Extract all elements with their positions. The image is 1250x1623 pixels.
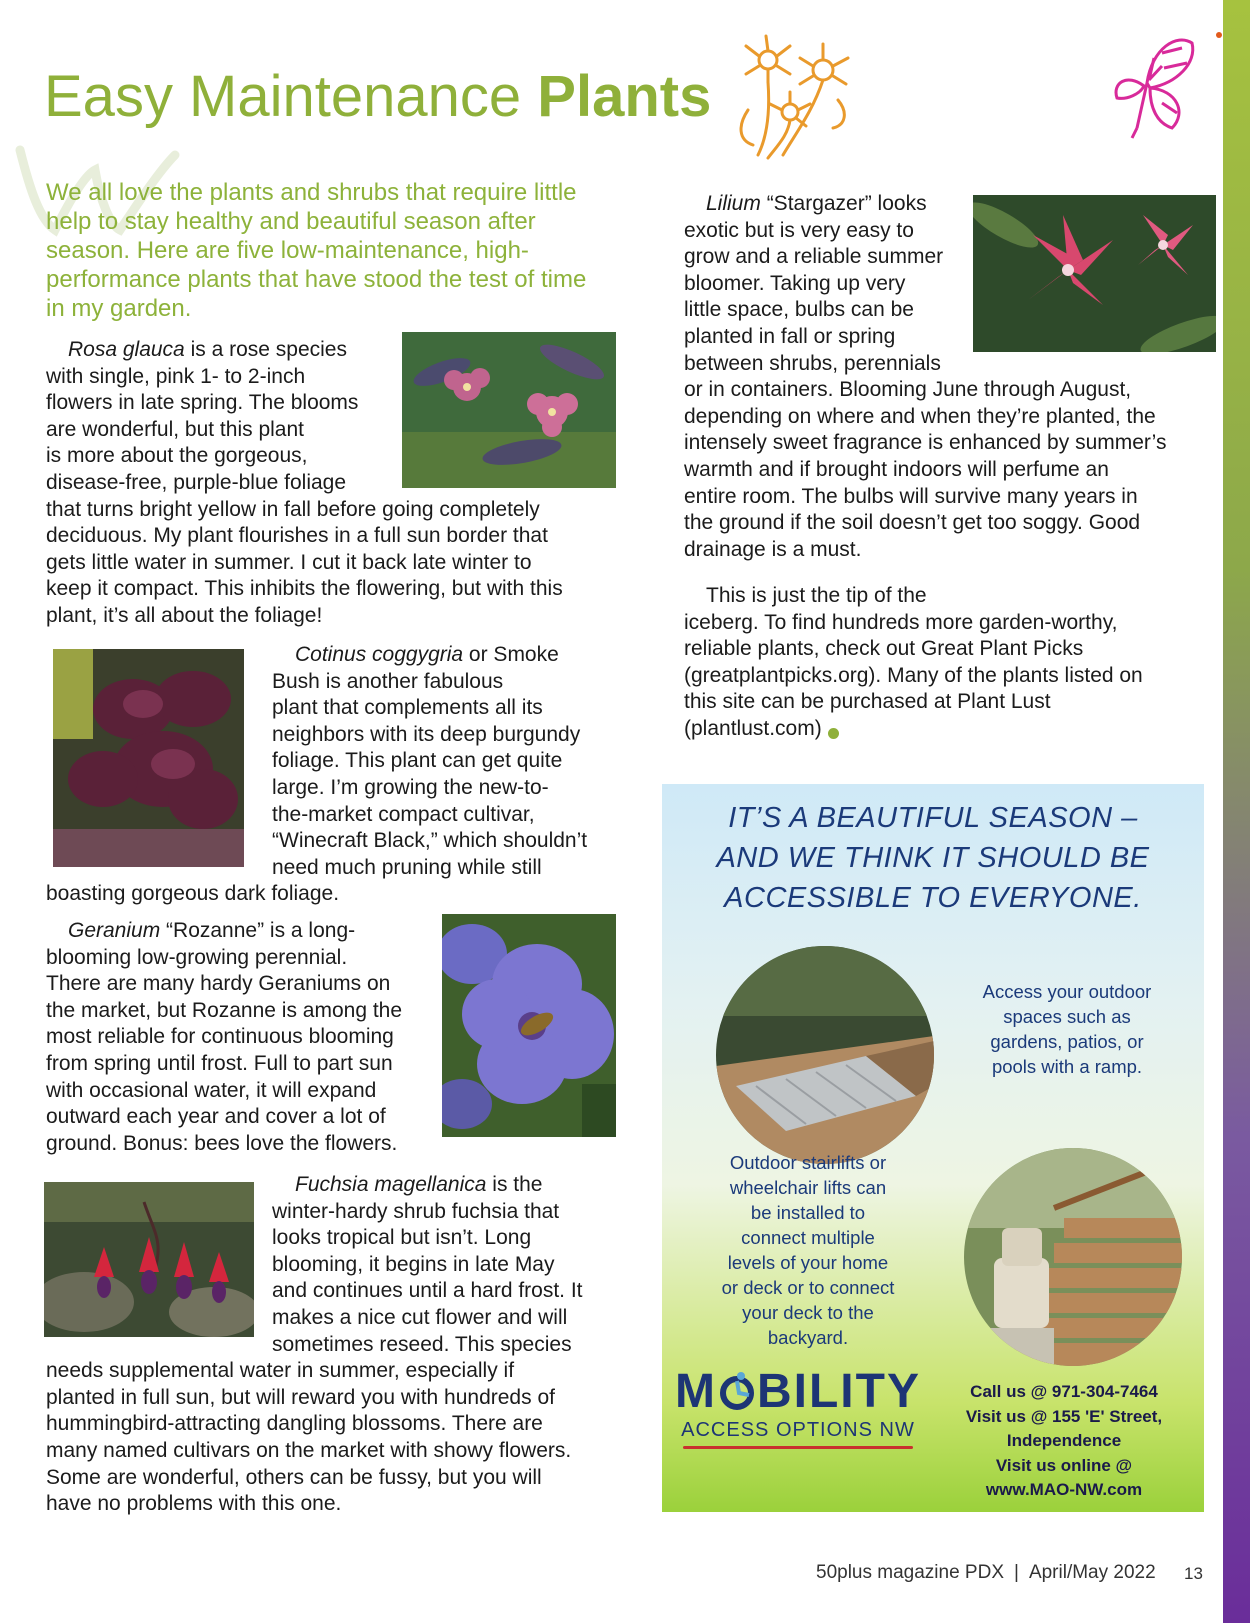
plant-name: Fuchsia magellanica: [295, 1173, 487, 1196]
side-color-bar: [1223, 0, 1250, 1623]
page-footer: 50plus magazine PDX | April/May 2022: [816, 1562, 1156, 1583]
issue-date: April/May 2022: [1028, 1562, 1156, 1583]
mobility-advertisement: [662, 784, 1204, 1512]
ramp-text: Access your outdoor spaces such as gardens, patios, or pools with a ramp.: [982, 981, 1152, 1077]
ad-headline: IT’S A BEAUTIFUL SEASON – AND WE THINK IT SHOULD BE ACCESSIBLE TO EVERYONE.: [716, 802, 1150, 914]
page-title: Easy Maintenance Plants: [44, 64, 712, 129]
plant-name: Rosa glauca: [68, 338, 185, 361]
closing-paragraph: This is just the tip of the iceberg. To find hundreds more garden-worthy, reliable plants, check out Great Plant Picks (greatplantpicks.org). Many of the plants listed on this site can be purchased at Plant Lust (plantlust.com): [684, 584, 1143, 740]
geranium-paragraph: Geranium “Rozanne” is a long- blooming low-growing perennial. There are many hardy Geraniums on the market, but Rozanne is among the most reliable for continuous blooming from spring until frost. Full to part sun with occasional water, it will expand outward each year and cover a lot of ground. Bonus: bees love the flowers.: [46, 919, 403, 1155]
magazine-name: 50plus magazine PDX: [816, 1562, 1004, 1583]
geranium-photo: [442, 914, 616, 1137]
wheelchair-icon: [717, 1368, 757, 1408]
fuchsia-paragraph: Fuchsia magellanica is the winter-hardy shrub fuchsia that looks tropical but isn’t. Long blooming, it begins in late May and continues until a hard frost. It makes a nice cut flower and will sometimes reseed. This species needs supplemental water in summer, especially if planted in full sun, but will reward you with hundreds of hummingbird-attracting dangling blossoms. There are many named cultivars on the market with showy flowers. Some are wonderful, others can be fussy, but you will have no problems with this one.: [46, 1173, 583, 1516]
plant-name: Lilium: [706, 192, 761, 215]
plant-name: Geranium: [68, 919, 161, 942]
butterfly-icon: [1092, 28, 1202, 148]
side-mark: [1216, 32, 1222, 38]
page-number: 13: [1184, 1564, 1203, 1583]
mobility-logo: M BILITY ACCESS OPTIONS NW: [662, 1364, 934, 1449]
lilium-paragraph: Lilium “Stargazer” looks exotic but is very easy to grow and a reliable summer bloomer. Taking up very little space, bulbs can be planted in fall or spring between shrubs, perennials or in containers. Blooming June through August, depending on where and when they’re planted, the intensely sweet fragrance is enhanced by summer’s warmth and if brought indoors will perfume an entire room. The bulbs will survive many years in the ground if the soil doesn’t get too soggy. Good drainage is a must.: [684, 192, 1167, 561]
ramp-photo: [716, 946, 934, 1164]
stairlift-text: Outdoor stairlifts or wheelchair lifts can be installed to connect multiple levels of your home or deck or to connect your deck to the backyard.: [721, 1152, 895, 1348]
rosa-glauca-photo: [402, 332, 616, 488]
plant-name: Cotinus coggygria: [295, 643, 464, 666]
stairlift-photo: [964, 1148, 1182, 1366]
flower-doodle-icon: [728, 30, 868, 165]
intro-paragraph: We all love the plants and shrubs that require little help to stay healthy and beautiful season after season. Here are five low-maintenance, high-performance plants that have stood the test of time in my garden.: [46, 179, 587, 322]
contact-info: Call us @ 971-304-7464 Visit us @ 155 'E' Street, Independence Visit us online @ www.MAO-NW.com: [965, 1382, 1163, 1499]
rosa-glauca-paragraph: Rosa glauca is a rose species with single, pink 1- to 2-inch flowers in late spring. The blooms are wonderful, but this plant is more about the gorgeous, disease-free, purple-blue foliage that turns bright yellow in fall before going completely deciduous. My plant flourishes in a full sun border that gets little water in summer. I cut it back late winter to keep it compact. This inhibits the flowering, but with this plant, it’s all about the foliage!: [46, 338, 563, 627]
lilium-photo: [973, 195, 1216, 352]
end-dot-icon: [828, 728, 839, 739]
cotinus-paragraph: Cotinus coggygria or Smoke Bush is another fabulous plant that complements all its neighbors with its deep burgundy foliage. This plant can get quite large. I’m growing the new-to- the-market compact cultivar, “Winecraft Black,” which shouldn’t need much pruning while still boasting gorgeous dark foliage.: [46, 643, 588, 906]
